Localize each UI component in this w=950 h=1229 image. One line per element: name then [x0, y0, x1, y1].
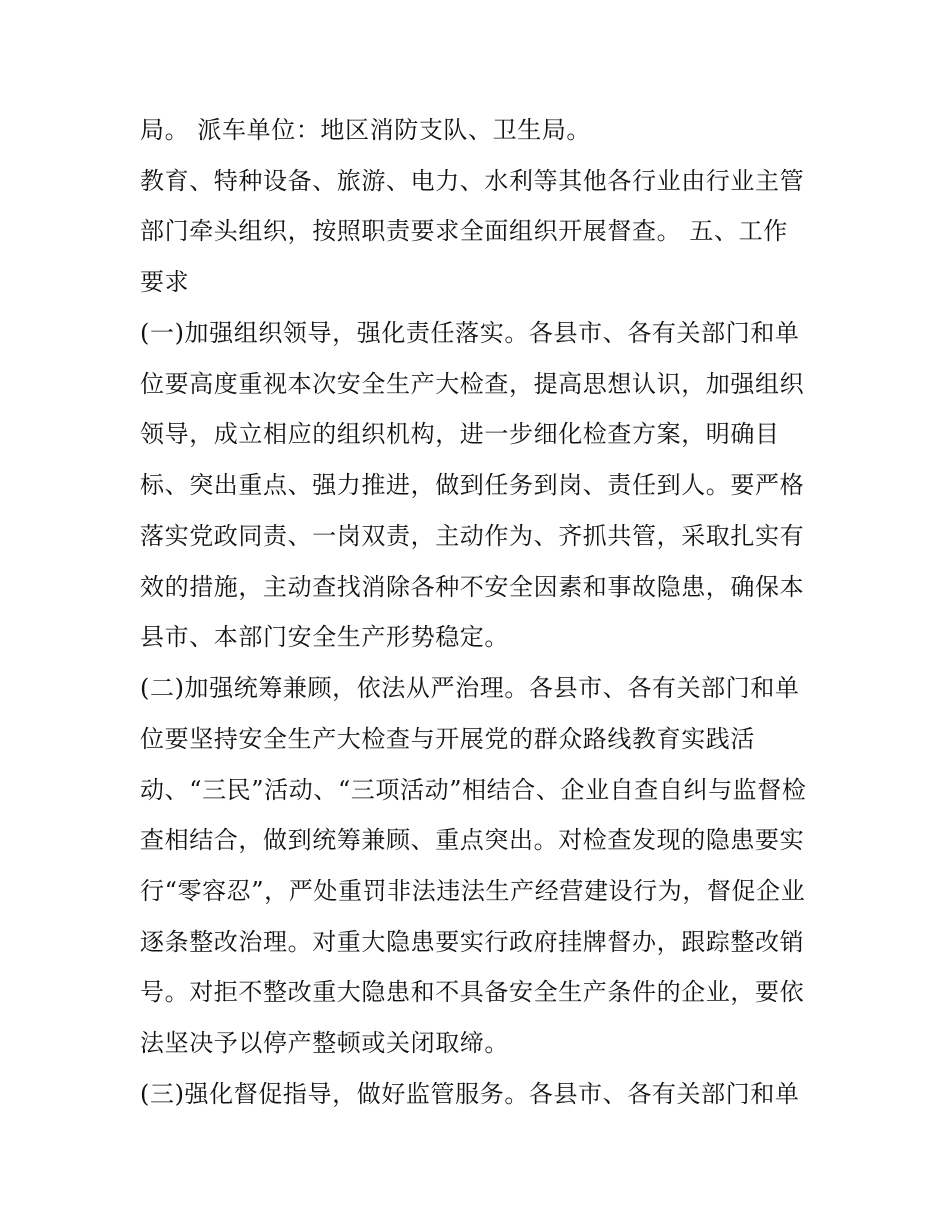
text-line: 效的措施，主动查找消除各种不安全因素和事故隐患，确保本 [140, 573, 805, 601]
text-line: 领导，成立相应的组织机构，进一步细化检查方案，明确目 [140, 420, 780, 448]
text-line: 号。对拒不整改重大隐患和不具备安全生产条件的企业，要依 [140, 978, 805, 1006]
text-line: 位要高度重视本次安全生产大检查，提高思想认识，加强组织 [140, 370, 805, 398]
text-line: 要求 [140, 268, 190, 296]
text-line: (二)加强统筹兼顾，依法从严治理。各县市、各有关部门和单 [140, 674, 800, 702]
text-line: 行“零容忍”，严处重罚非法违法生产经营建设行为，督促企业 [140, 877, 806, 905]
text-line: 落实党政同责、一岗双责，主动作为、齐抓共管，采取扎实有 [140, 522, 805, 550]
text-line: 标、突出重点、强力推进，做到任务到岗、责任到人。要严格 [140, 471, 805, 499]
text-line: 查相结合，做到统筹兼顾、重点突出。对检查发现的隐患要实 [140, 826, 805, 854]
text-line: 教育、特种设备、旅游、电力、水利等其他各行业由行业主管 [140, 167, 805, 195]
text-line: 县市、本部门安全生产形势稳定。 [140, 623, 509, 651]
text-line: 位要坚持安全生产大检查与开展党的群众路线教育实践活 [140, 725, 755, 753]
text-line: 动、“三民”活动、“三项活动”相结合、企业自查自纠与监督检 [140, 776, 807, 804]
text-line: (三)强化督促指导，做好监管服务。各县市、各有关部门和单 [140, 1080, 800, 1108]
text-line: 逐条整改治理。对重大隐患要实行政府挂牌督办，跟踪整改销 [140, 928, 805, 956]
text-line: (一)加强组织领导，强化责任落实。各县市、各有关部门和单 [140, 319, 800, 347]
text-line: 法坚决予以停产整顿或关闭取缔。 [140, 1029, 509, 1057]
text-line: 部门牵头组织，按照职责要求全面组织开展督查。 五、工作 [140, 217, 788, 245]
text-line: 局。 派车单位：地区消防支队、卫生局。 [140, 116, 592, 144]
